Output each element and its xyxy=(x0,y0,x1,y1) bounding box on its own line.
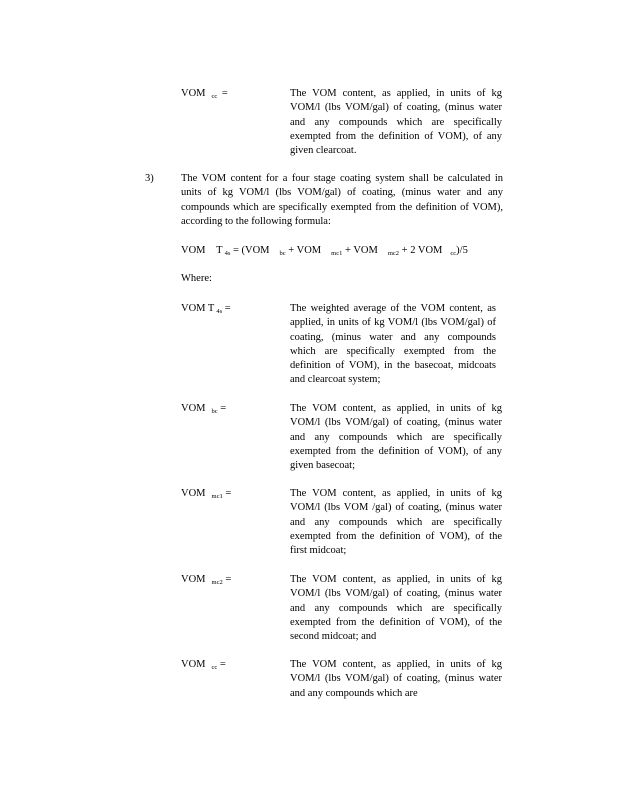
term-subscript: cc xyxy=(211,93,218,100)
formula-lhs-t: T xyxy=(216,245,223,256)
definition-term-cc-top xyxy=(181,87,228,104)
term-name: VOM xyxy=(181,659,206,670)
section-3-paragraph: The VOM content for a four stage coating system shall be calculated in units of kg VOM/l (lbs VOM/gal) of coating, (minus water and any compounds which are specifically exempted from the definition of VOM), according to the following formula: xyxy=(181,173,503,227)
definition-term-t4s xyxy=(181,302,231,319)
formula-sub-cc: cc xyxy=(450,250,457,257)
definition-term-mc2 xyxy=(181,573,231,590)
definition-text-bc: The VOM content, as applied, in units of kg VOM/l (lbs VOM/gal) of coating, (minus water and any compounds which are specifically exempted from the definition of VOM), of any given basecoat; xyxy=(290,403,502,472)
formula-plus-1: + VOM xyxy=(288,245,322,256)
term-equals: = xyxy=(225,574,232,585)
definition-text-t4s: The weighted average of the VOM content, as applied, in units of kg VOM/l (lbs VOM/gal) of coating, (minus water and any compounds which are specifically exempted from the definition of VOM), in the basecoat, midcoats and clearcoat system; xyxy=(290,303,496,386)
term-equals: = xyxy=(224,303,231,314)
definition-text-cc-top: The VOM content, as applied, in units of kg VOM/l (lbs VOM/gal) of coating, (minus water and any compounds which are specifically exempted from the definition of VOM), of any given clearcoat. xyxy=(290,88,502,157)
formula-sub-bc: bc xyxy=(279,250,286,257)
term-subscript: mc1 xyxy=(211,493,223,500)
term-subscript: cc xyxy=(211,664,218,671)
formula-sub-mc1: mc1 xyxy=(331,250,343,257)
definition-text-mc1: The VOM content, as applied, in units of kg VOM/l (lbs VOM /gal) of coating, (minus water and any compounds which are specifically exempted from the definition of VOM), of the first midcoat; xyxy=(290,488,502,557)
formula-sub-mc2: mc2 xyxy=(387,250,400,257)
formula xyxy=(181,244,468,261)
formula-lhs-name: VOM xyxy=(181,245,206,256)
formula-lhs-sub: 4s xyxy=(224,250,231,257)
term-name: VOM xyxy=(181,88,206,99)
term-subscript: mc2 xyxy=(211,579,223,586)
definition-term-mc1 xyxy=(181,487,231,504)
term-name: VOM xyxy=(181,403,206,414)
term-subscript: 4s xyxy=(216,308,223,315)
formula-open: = (VOM xyxy=(232,245,270,256)
term-equals: = xyxy=(220,403,227,414)
definition-term-cc xyxy=(181,658,226,675)
term-equals: = xyxy=(225,488,232,499)
where-label: Where: xyxy=(181,273,212,284)
term-equals: = xyxy=(219,659,226,670)
term-equals: = xyxy=(221,88,228,99)
definition-term-bc xyxy=(181,402,226,419)
formula-plus-2: + VOM xyxy=(344,245,378,256)
section-marker: 3) xyxy=(145,173,154,184)
term-name: VOM xyxy=(181,488,206,499)
term-name: VOM xyxy=(181,574,206,585)
formula-plus-3: + 2 VOM xyxy=(401,245,443,256)
formula-close: )/5 xyxy=(456,245,468,256)
term-name: VOM T xyxy=(181,303,215,314)
term-subscript: bc xyxy=(211,408,218,415)
definition-text-mc2: The VOM content, as applied, in units of kg VOM/l (lbs VOM/gal) of coating, (minus water and any compounds which are specifically exempted from the definition of VOM), of the second midcoat; and xyxy=(290,574,502,643)
definition-text-cc: The VOM content, as applied, in units of kg VOM/l (lbs VOM/gal) of coating, (minus water and any compounds which are xyxy=(290,659,502,699)
